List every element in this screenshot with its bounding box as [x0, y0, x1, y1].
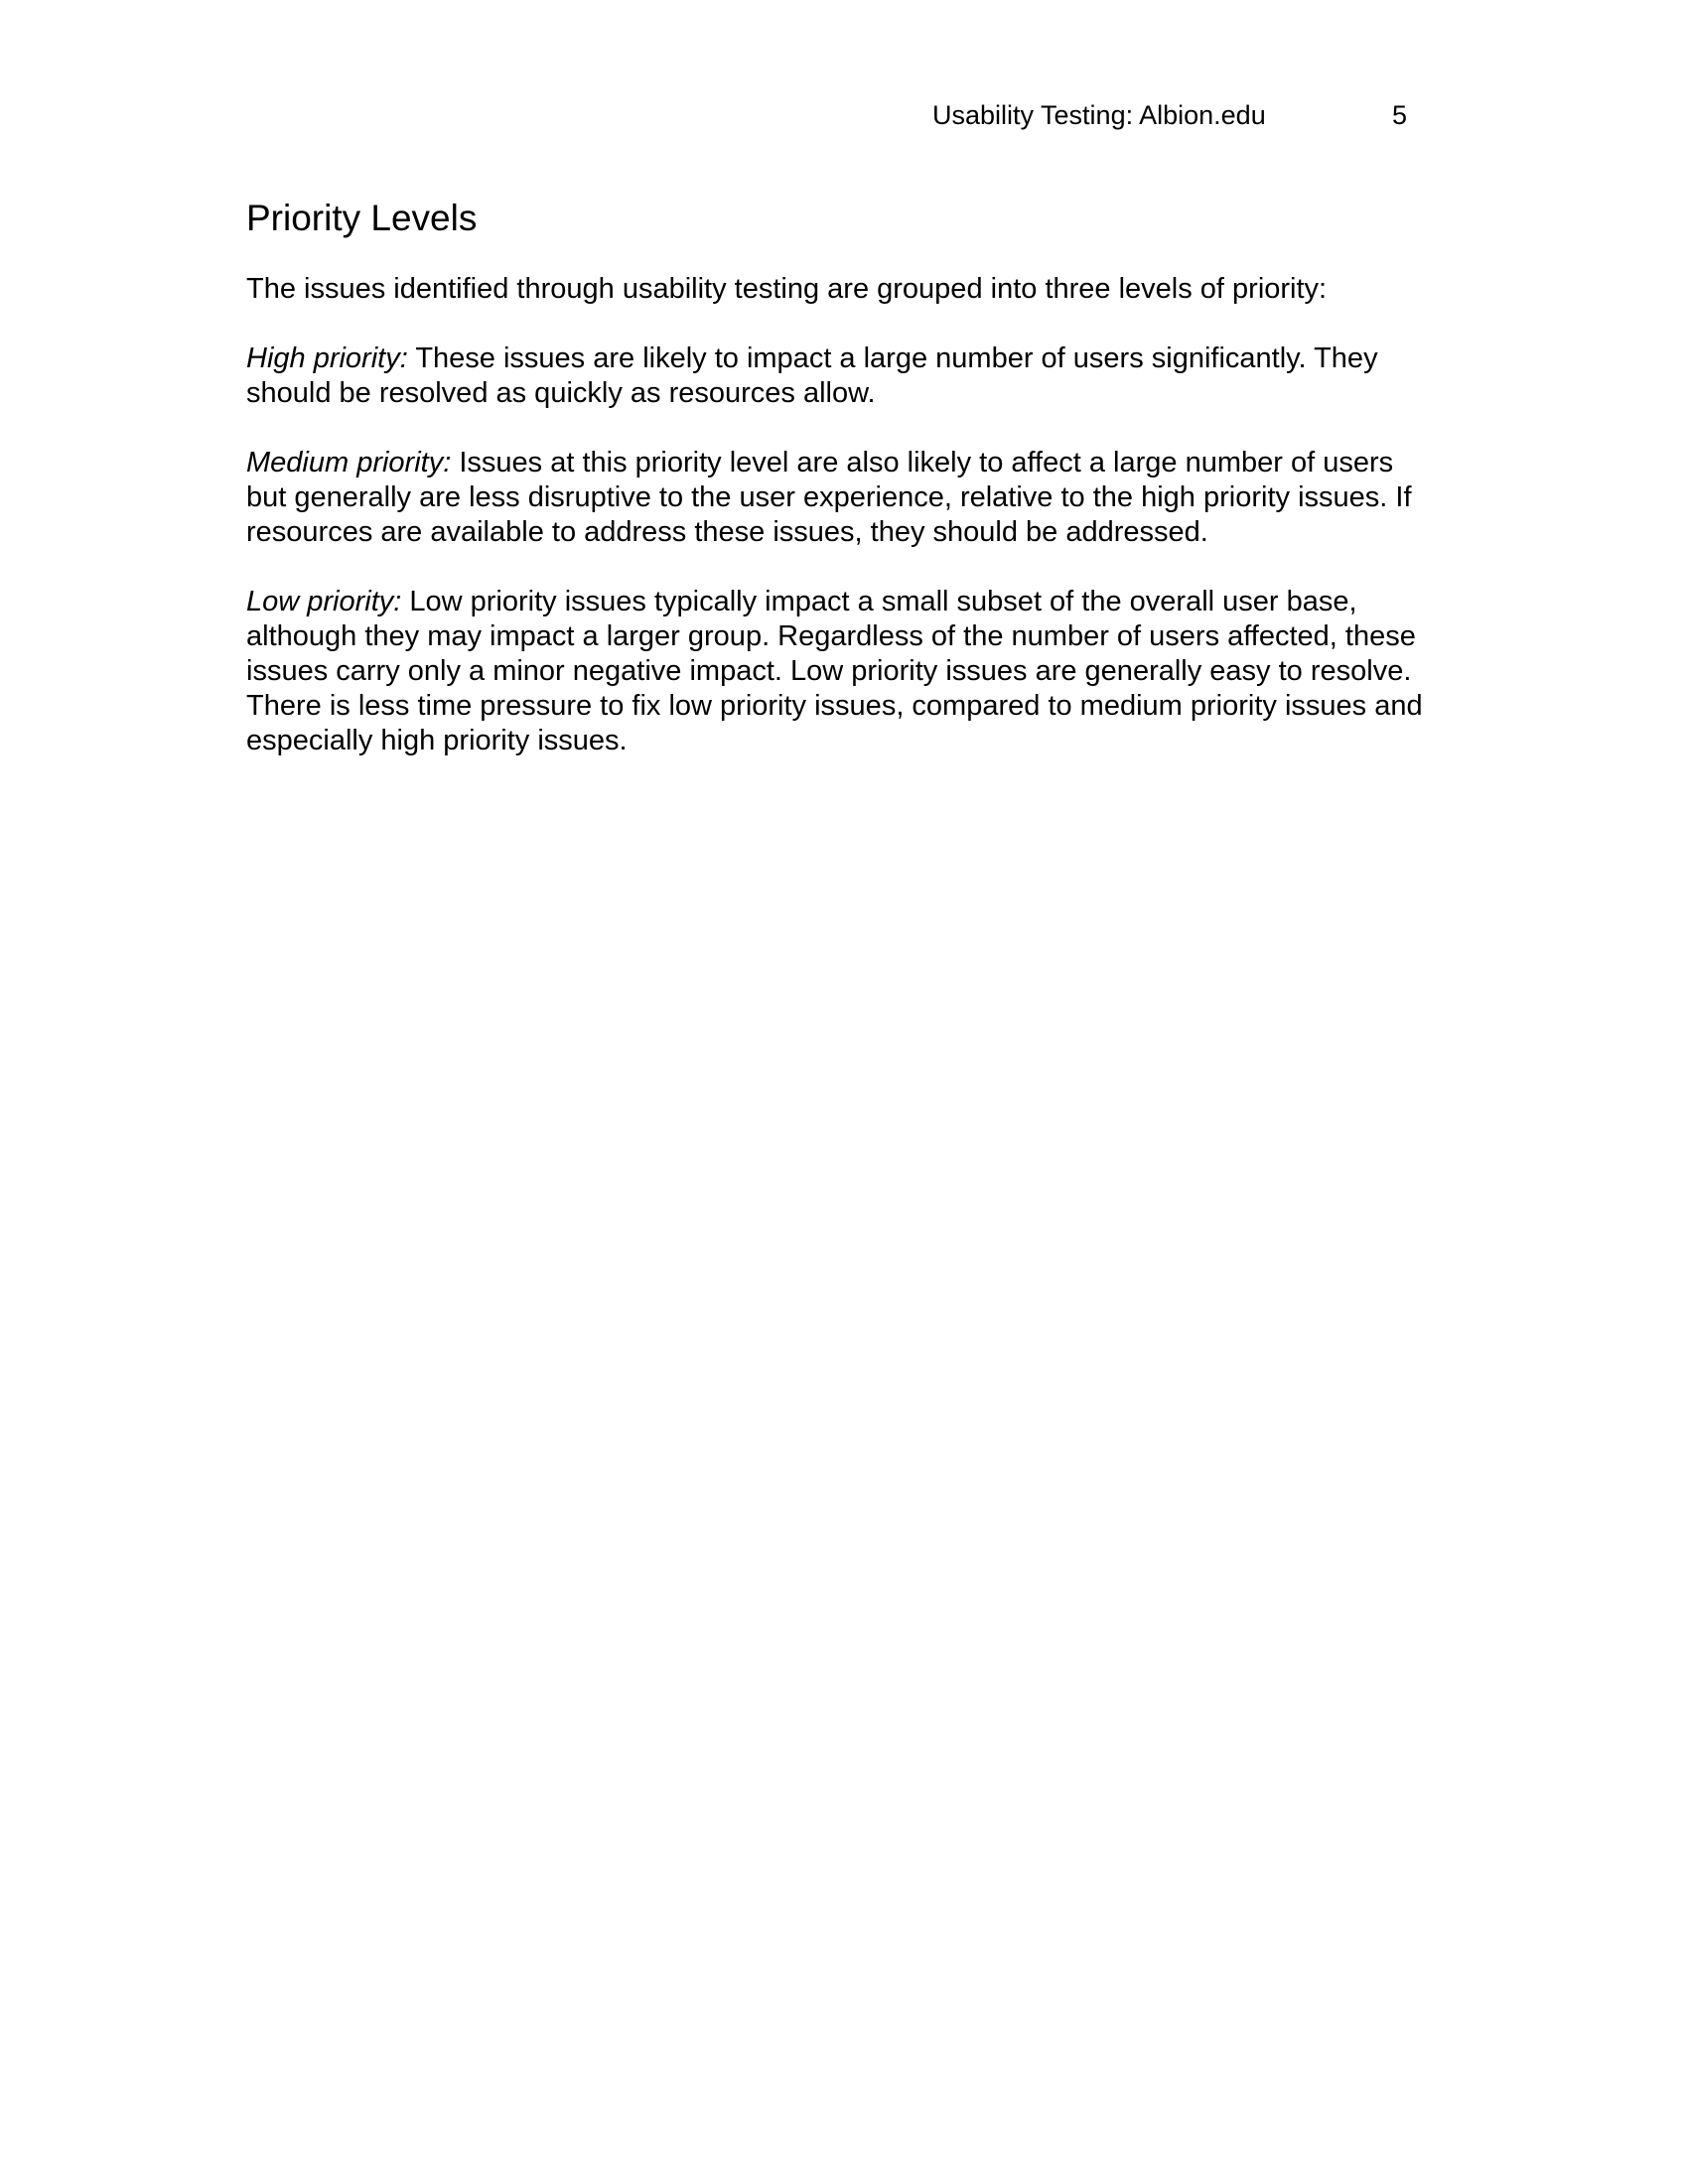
page-body [246, 195, 1428, 758]
intro-paragraph: The issues identified through usability testing are grouped into three levels of priority: [246, 273, 1328, 305]
priority-level-low [246, 585, 1428, 758]
priority-level-high [246, 341, 1428, 411]
running-header [894, 97, 1407, 133]
priority-description-medium: Issues at this priority level are also likely to affect a large number of users but generally are less disruptive to the user experience, relative to the high priority issues. If resources are available to address these issues, they should be addressed. [246, 447, 1412, 548]
running-head-title: Usability Testing: Albion.edu [932, 100, 1266, 130]
priority-level-medium [246, 446, 1428, 550]
page-number: 5 [1391, 100, 1407, 130]
priority-description-low: Low priority issues typically impact a small subset of the overall user base, although they may impact a larger group. Regardless of the number of users affected, these issues carry only a minor negative impact. Low priority issues are generally easy to resolve. There is less time pressure to fix low priority issues, compared to medium priority issues and especially high priority issues. [246, 586, 1423, 756]
section-heading: Priority Levels [246, 198, 478, 238]
priority-term-low: Low priority: [246, 586, 402, 617]
priority-term-high: High priority: [246, 342, 408, 374]
priority-term-medium: Medium priority: [246, 447, 452, 478]
priority-description-high: These issues are likely to impact a large number of users significantly. They should be resolved as quickly as resources allow. [246, 342, 1378, 409]
